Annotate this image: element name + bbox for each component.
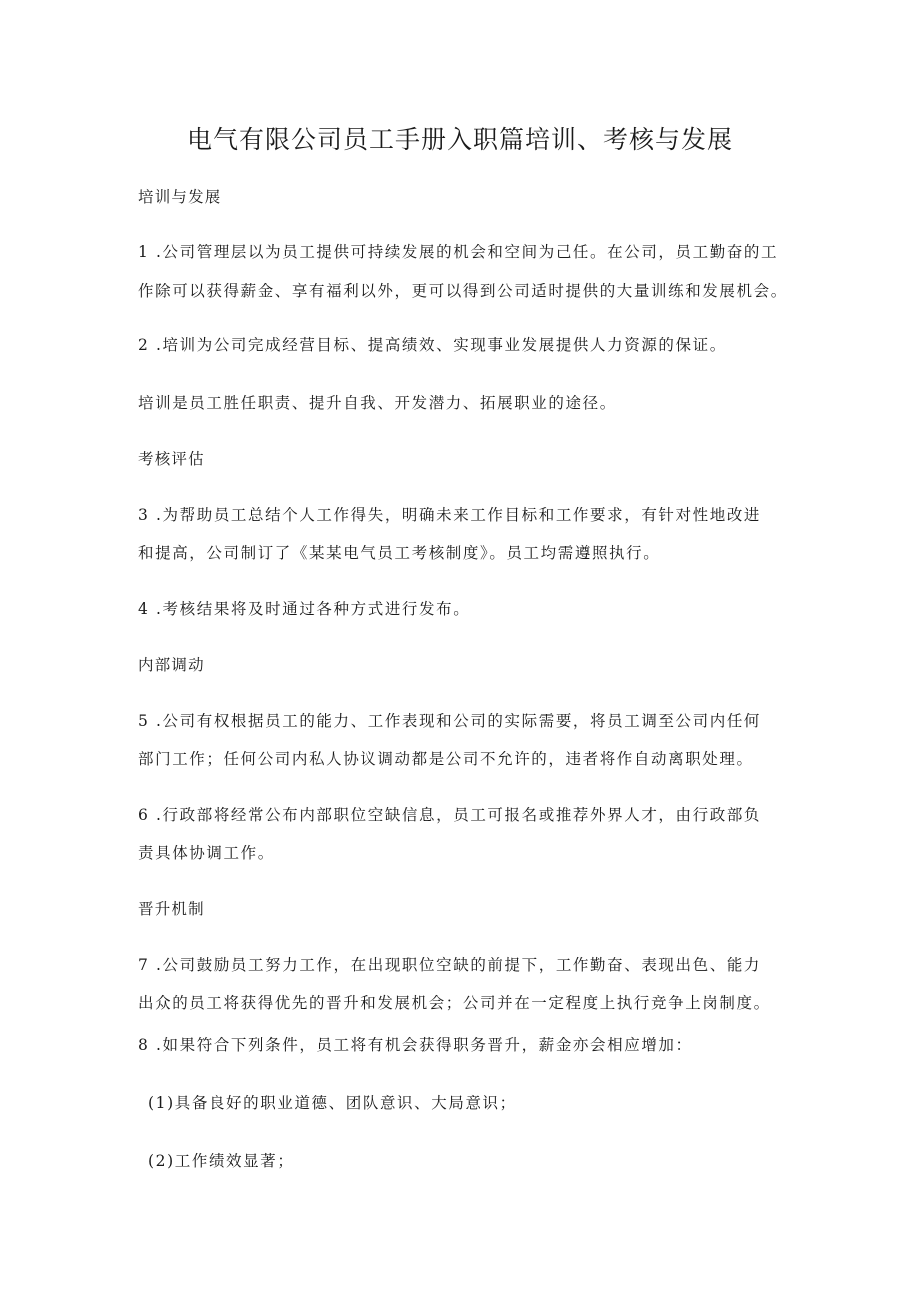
section-heading-transfer: 内部调动 xyxy=(138,656,205,674)
document-title: 电气有限公司员工手册入职篇培训、考核与发展 xyxy=(186,125,733,154)
paragraph-line: 6 .行政部将经常公布内部职位空缺信息，员工可报名或推荐外界人才，由行政部负 xyxy=(138,806,762,824)
paragraph-line: 1 .公司管理层以为员工提供可持续发展的机会和空间为己任。在公司，员工勤奋的工 xyxy=(138,243,779,261)
section-heading-assessment: 考核评估 xyxy=(138,450,205,468)
list-item: (2)工作绩效显著； xyxy=(148,1152,295,1170)
section-heading-training: 培训与发展 xyxy=(138,188,222,206)
paragraph-line: 4 .考核结果将及时通过各种方式进行发布。 xyxy=(138,600,471,618)
paragraph-line: 出众的员工将获得优先的晋升和发展机会；公司并在一定程度上执行竞争上岗制度。 xyxy=(138,994,771,1012)
list-item: (1)具备良好的职业道德、团队意识、大局意识； xyxy=(148,1094,517,1112)
paragraph-line: 3 .为帮助员工总结个人工作得失，明确未来工作目标和工作要求，有针对性地改进 xyxy=(138,506,762,524)
paragraph-line: 责具体协调工作。 xyxy=(138,844,275,862)
paragraph-line: 2 .培训为公司完成经营目标、提高绩效、实现事业发展提供人力资源的保证。 xyxy=(138,336,727,354)
paragraph-line: 部门工作；任何公司内私人协议调动都是公司不允许的，违者将作自动离职处理。 xyxy=(138,750,754,768)
paragraph-line: 5 .公司有权根据员工的能力、工作表现和公司的实际需要，将员工调至公司内任何 xyxy=(138,712,762,730)
paragraph-line: 8 .如果符合下列条件，员工将有机会获得职务晋升，薪金亦会相应增加： xyxy=(138,1036,693,1054)
paragraph-line: 培训是员工胜任职责、提升自我、开发潜力、拓展职业的途径。 xyxy=(138,394,617,412)
paragraph-line: 7 .公司鼓励员工努力工作，在出现职位空缺的前提下，工作勤奋、表现出色、能力 xyxy=(138,956,762,974)
paragraph-line: 作除可以获得薪金、享有福利以外，更可以得到公司适时提供的大量训练和发展机会。 xyxy=(138,282,788,300)
paragraph-line: 和提高，公司制订了《某某电气员工考核制度》。员工均需遵照执行。 xyxy=(138,544,661,562)
section-heading-promotion: 晋升机制 xyxy=(138,900,205,918)
